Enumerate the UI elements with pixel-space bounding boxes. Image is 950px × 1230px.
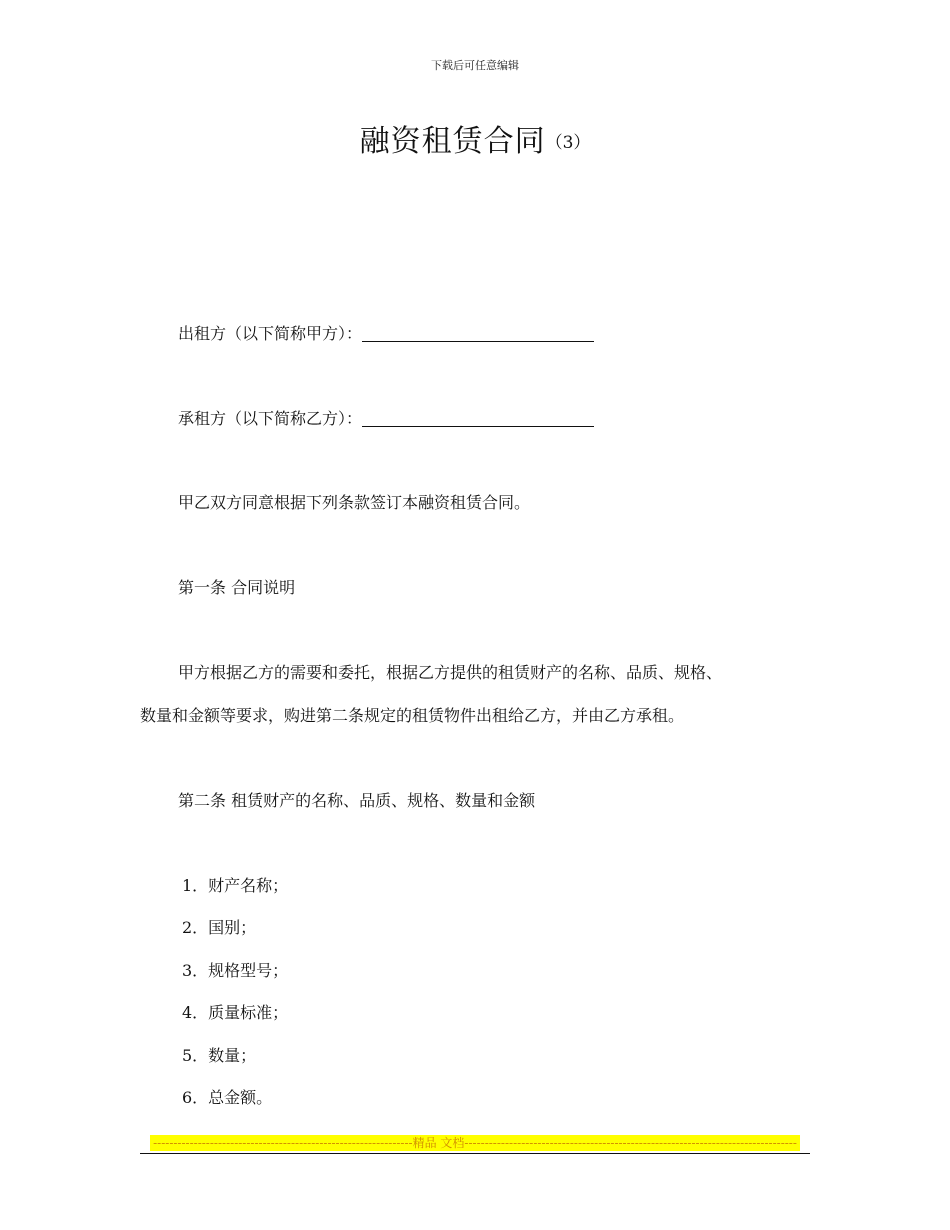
- article1-heading: 第一条 合同说明: [178, 578, 296, 597]
- footer-dashes-right: ----------------------------------------------------------------------------------: [464, 1136, 797, 1150]
- header-note: 下载后可任意编辑: [431, 59, 519, 72]
- lessor-line: [178, 321, 594, 344]
- footer-dashes-left: ----------------------------------------------------------------: [153, 1136, 413, 1150]
- list-item: 1．财产名称；: [182, 876, 289, 895]
- lessor-label: 出租方（以下简称甲方）：: [178, 324, 363, 343]
- document-title: [0, 116, 950, 160]
- article1-line1: 甲方根据乙方的需要和委托，根据乙方提供的租赁财产的名称、品质、规格、: [178, 663, 723, 682]
- list-item: 3．规格型号；: [182, 961, 289, 980]
- list-item: 5．数量；: [182, 1046, 257, 1065]
- footer-rule: [140, 1153, 810, 1154]
- title-main: 融资租赁合同: [359, 124, 546, 159]
- intro-paragraph: 甲乙双方同意根据下列条款签订本融资租赁合同。: [178, 493, 531, 512]
- lessee-blank: [362, 412, 594, 427]
- lessee-line: [178, 406, 594, 429]
- list-item: 2．国别；: [182, 918, 257, 937]
- lessee-label: 承租方（以下简称乙方）：: [178, 409, 363, 428]
- list-item: 6．总金额。: [182, 1088, 273, 1107]
- footer-label: 精品 文档: [412, 1136, 465, 1150]
- article2-heading: 第二条 租赁财产的名称、品质、规格、数量和金额: [178, 791, 536, 810]
- list-item: 4．质量标准；: [182, 1003, 289, 1022]
- title-suffix: （3）: [545, 133, 591, 153]
- footer-banner: [150, 1135, 800, 1151]
- lessor-blank: [362, 327, 594, 342]
- article1-line2: 数量和金额等要求，购进第二条规定的租赁物件出租给乙方，并由乙方承租。: [140, 706, 685, 725]
